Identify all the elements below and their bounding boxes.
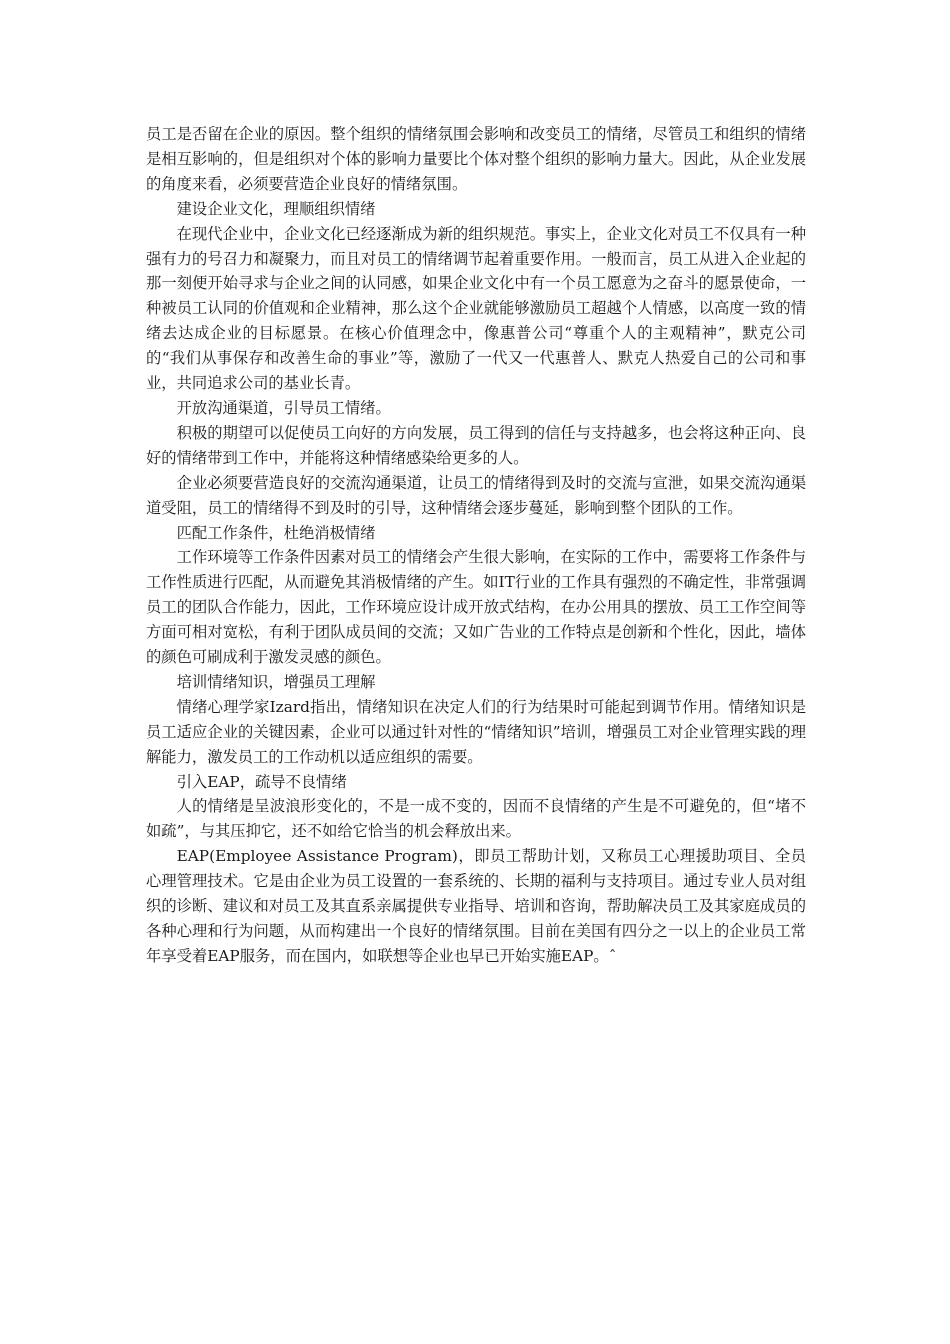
section-heading: 开放沟通渠道，引导员工情绪。 [176, 398, 391, 417]
body-paragraph: 在现代企业中，企业文化已经逐渐成为新的组织规范。事实上，企业文化对员工不仅具有一种强有力的号召力和凝聚力，而且对员工的情绪调节起着重要作用。一般而言，员工从进入企业起的那一刻便开始寻求与企业之间的认同感，如果企业文化中有一个员工愿意为之奋斗的愿景使命，一种被员工认同的价值观和企业精神，那么这个企业就能够激励员工超越个人情感，以高度一致的情绪去达成企业的目标愿景。在核心价值理念中，像惠普公司“尊重个人的主观精神”，默克公司的“我们从事保存和改善生命的事业”等，激励了一代又一代惠普人、默克人热爱自己的公司和事业，共同追求公司的基业长青。 [146, 224, 806, 393]
body-paragraph: 企业必须要营造良好的交流沟通渠道，让员工的情绪得到及时的交流与宣泄，如果交流沟通渠道受阻，员工的情绪得不到及时的引导，这种情绪会逐步蔓延，影响到整个团队的工作。 [146, 473, 806, 517]
section-heading: 匹配工作条件，杜绝消极情绪 [176, 523, 376, 542]
section-heading: 培训情绪知识，增强员工理解 [176, 672, 376, 691]
section-heading: 引入EAP，疏导不良情绪 [176, 772, 347, 791]
document-page [146, 122, 806, 969]
body-paragraph: 工作环境等工作条件因素对员工的情绪会产生很大影响，在实际的工作中，需要将工作条件与工作性质进行匹配，从而避免其消极情绪的产生。如IT行业的工作具有强烈的不确定性，非常强调员工的团队合作能力，因此，工作环境应设计成开放式结构，在办公用具的摆放、员工工作空间等方面可相对宽松，有利于团队成员间的交流；又如广告业的工作特点是创新和个性化，因此，墙体的颜色可刷成利于激发灵感的颜色。 [146, 548, 806, 667]
body-paragraph: EAP(Employee Assistance Program)，即员工帮助计划，又称员工心理援助项目、全员心理管理技术。它是由企业为员工设置的一套系统的、长期的福利与支持项目。通过专业人员对组织的诊断、建议和对员工及其直系亲属提供专业指导、培训和咨询，帮助解决员工及其家庭成员的各种心理和行为问题，从而构建出一个良好的情绪氛围。目前在美国有四分之一以上的企业员工常年享受着EAP服务，而在国内，如联想等企业也早已开始实施EAP。ˆ [146, 847, 806, 965]
body-paragraph: 情绪心理学家Izard指出，情绪知识在决定人们的行为结果时可能起到调节作用。情绪知识是员工适应企业的关键因素，企业可以通过针对性的“情绪知识”培训，增强员工对企业管理实践的理解能力，激发员工的工作动机以适应组织的需要。 [146, 697, 806, 766]
body-paragraph: 人的情绪是呈波浪形变化的，不是一成不变的，因而不良情绪的产生是不可避免的，但“堵不如疏”，与其压抑它，还不如给它恰当的机会释放出来。 [146, 797, 806, 841]
section-heading: 建设企业文化，理顺组织情绪 [176, 199, 376, 218]
body-paragraph: 员工是否留在企业的原因。整个组织的情绪氛围会影响和改变员工的情绪，尽管员工和组织的情绪是相互影响的，但是组织对个体的影响力量要比个体对整个组织的影响力量大。因此，从企业发展的角度来看，必须要营造企业良好的情绪氛围。 [146, 125, 806, 193]
body-paragraph: 积极的期望可以促使员工向好的方向发展，员工得到的信任与支持越多，也会将这种正向、良好的情绪带到工作中，并能将这种情绪感染给更多的人。 [146, 423, 806, 467]
